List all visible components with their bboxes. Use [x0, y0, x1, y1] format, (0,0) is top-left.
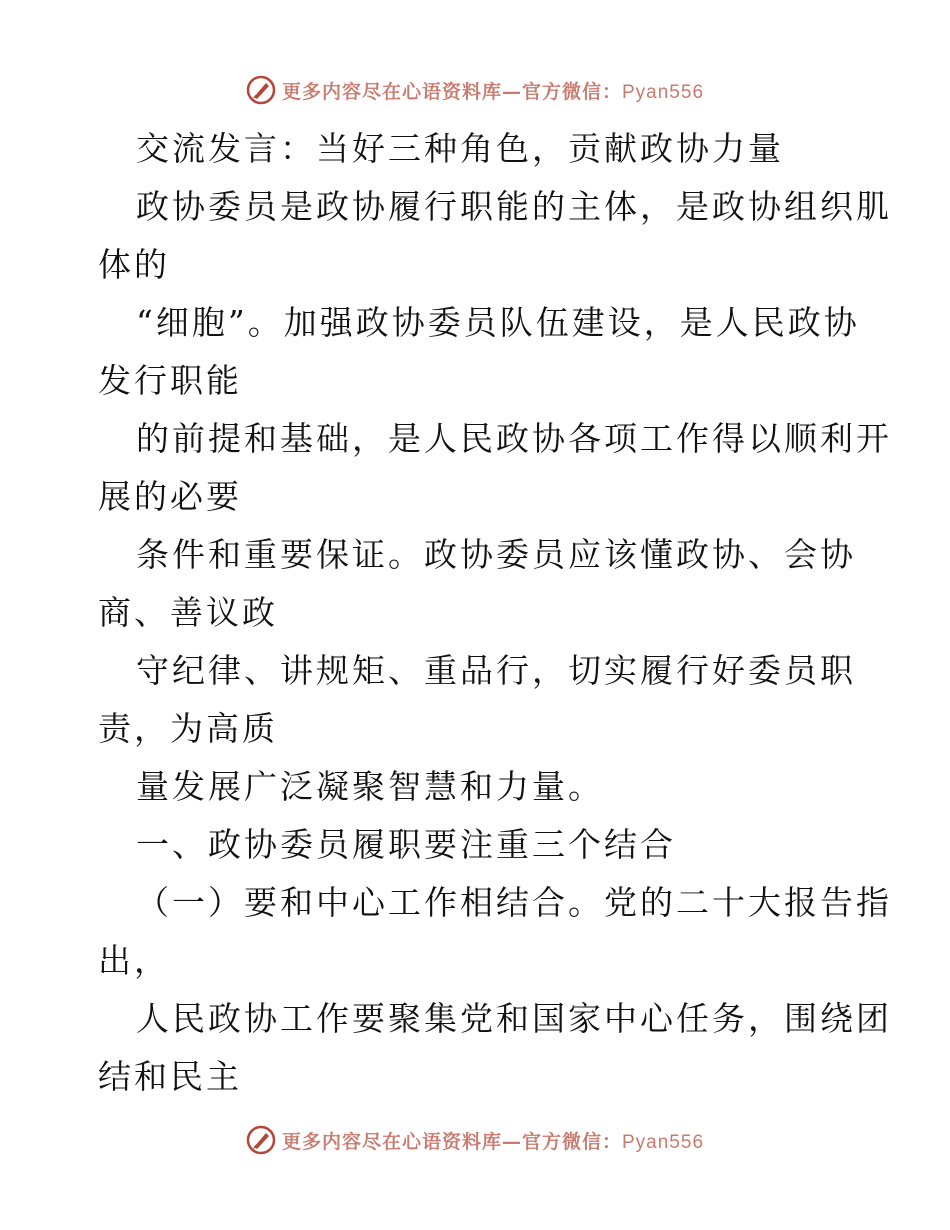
text-line: 政协委员是政协履行职能的主体，是政协组织肌 [136, 187, 892, 226]
watermark-wechat-id: Pyan556 [622, 81, 705, 103]
watermark-text: 更多内容尽在心语资料库—官方微信：Pyan556 [281, 1130, 705, 1153]
text-line: 出， [98, 941, 170, 980]
text-line: 交流发言：当好三种角色，贡献政协力量 [136, 129, 784, 168]
watermark-text: 更多内容尽在心语资料库—官方微信：Pyan556 [281, 80, 705, 103]
text-line: 人民政协工作要聚集党和国家中心任务，围绕团 [136, 999, 892, 1038]
text-line: 守纪律、讲规矩、重品行，切实履行好委员职 [136, 651, 856, 690]
text-line: 量发展广泛凝聚智慧和力量。 [136, 767, 604, 806]
document-body [98, 120, 892, 1106]
pen-seal-icon [246, 1125, 276, 1155]
text-line: 展的必要 [98, 477, 242, 516]
footer-watermark [0, 1120, 950, 1160]
header-watermark [0, 70, 950, 110]
text-line: （一）要和中心工作相结合。党的二十大报告指 [136, 883, 892, 922]
text-line: 发行职能 [98, 361, 242, 400]
pen-seal-icon [246, 75, 276, 105]
text-line: 结和民主 [98, 1057, 242, 1096]
text-line: 一、政协委员履职要注重三个结合 [136, 825, 676, 864]
text-line: 责，为高质 [98, 709, 278, 748]
text-line: 的前提和基础，是人民政协各项工作得以顺利开 [136, 419, 892, 458]
text-line: 体的 [98, 245, 170, 284]
watermark-wechat-id: Pyan556 [622, 1131, 705, 1153]
text-line: 商、善议政 [98, 593, 278, 632]
text-line: “细胞”。加强政协委员队伍建设，是人民政协 [136, 303, 860, 342]
text-line: 条件和重要保证。政协委员应该懂政协、会协 [136, 535, 856, 574]
